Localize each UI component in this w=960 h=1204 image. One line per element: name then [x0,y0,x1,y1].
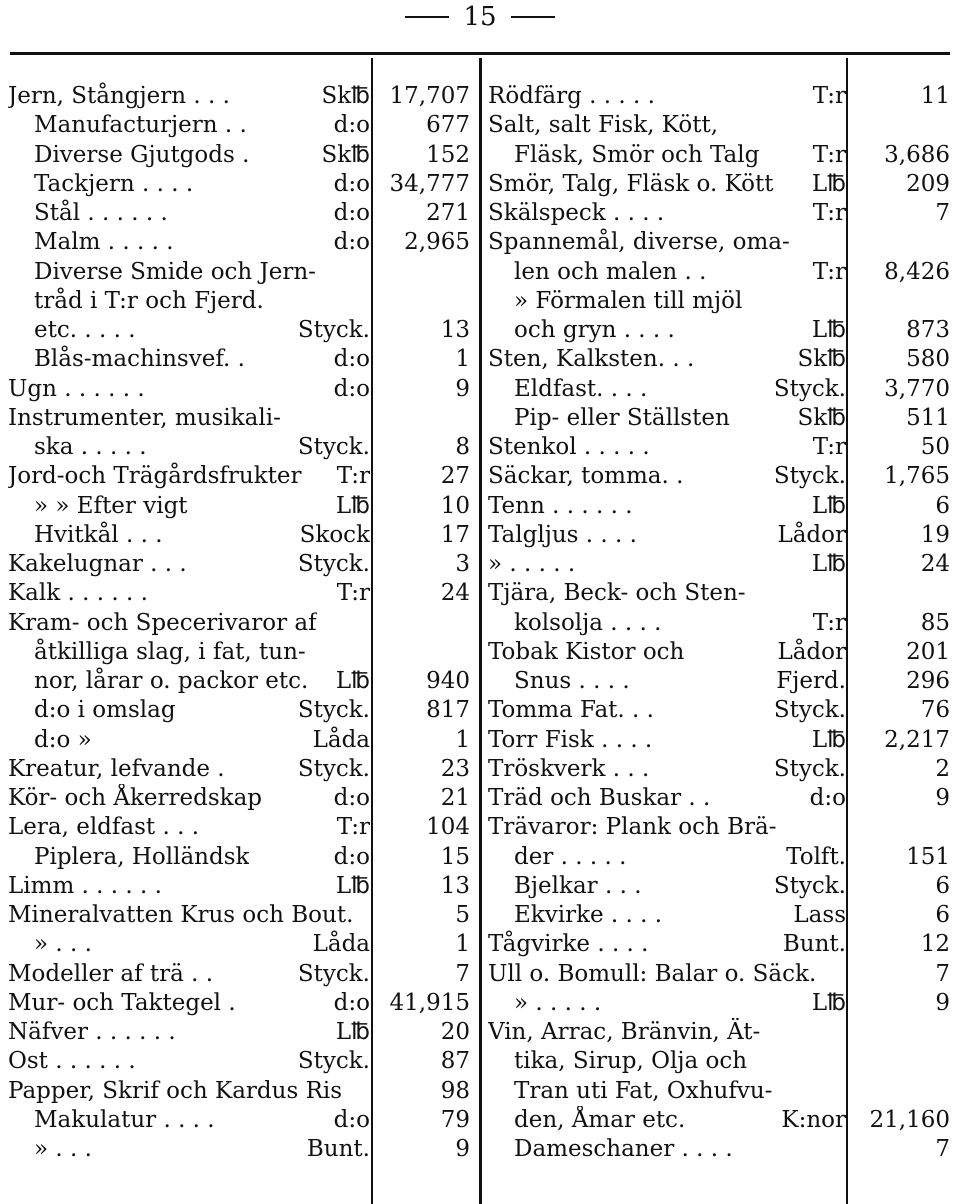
item-label: Piplera, Holländsk [34,843,250,870]
item-unit: T:r [336,463,370,490]
item-label: Tomma Fat. . . [488,697,654,724]
item-value: 2 [935,755,950,782]
item-label: Tackjern . . . . [34,170,194,197]
item-value [848,287,950,316]
item-unit: Styck. [297,317,370,343]
list-item [488,696,846,725]
divider-center [479,58,482,1204]
item-unit: d:o [809,785,846,811]
list-item [8,960,370,989]
item-unit: Styck. [773,755,846,782]
item-unit: L℔ [335,1019,370,1045]
item-value [848,1047,950,1076]
item-label: Hvitkål . . . [34,521,163,548]
item-unit: Styck. [773,375,846,402]
item-label: Talgljus . . . . [488,521,637,548]
list-item [488,258,846,287]
item-value [848,228,950,257]
list-item [488,872,846,901]
item-unit: d:o [333,112,370,139]
list-item [8,930,370,959]
list-item [488,609,846,638]
item-label: Lera, eldfast . . . [8,814,200,841]
item-unit: Skock [299,521,370,548]
item-value: 7 [935,200,950,226]
list-item [488,287,846,316]
item-value: 98 [440,1077,470,1104]
item-unit: L℔ [811,317,846,343]
list-item [8,111,370,140]
item-unit: T:r [812,609,846,636]
list-item [488,726,846,755]
item-value: 41,915 [389,989,470,1016]
list-item [488,345,846,374]
item-value [374,404,470,433]
item-label: Rödfärg . . . . . [488,83,655,109]
list-item [488,1018,846,1047]
item-label: Torr Fisk . . . . [488,726,653,753]
item-label: Smör, Talg, Fläsk o. Kött [488,170,774,197]
item-unit: Sk℔ [797,346,846,373]
page-number-header [0,2,960,32]
item-label: Näfver . . . . . . [8,1019,176,1045]
item-unit: Sk℔ [321,83,370,109]
item-unit: d:o [333,989,370,1016]
item-label: tråd i T:r och Fjerd. [34,287,264,314]
item-label: Bjelkar . . . [514,872,642,899]
list-item [8,638,370,667]
item-value: 2,217 [884,726,950,753]
item-unit: Styck. [297,1048,370,1075]
item-value: 271 [426,200,470,226]
item-unit: L℔ [811,170,846,197]
item-label: » . . . [34,931,92,958]
item-value: 87 [440,1048,470,1075]
item-unit: T:r [336,580,370,607]
item-unit: Styck. [773,697,846,724]
list-item [488,404,846,433]
item-value: 21 [440,785,470,811]
item-label: Manufacturjern . . [34,112,247,139]
list-item [8,404,370,433]
list-item [488,784,846,813]
item-value: 677 [426,112,470,139]
item-value: 23 [440,755,470,782]
list-item [8,287,370,316]
item-label: Makulatur . . . . [34,1106,215,1133]
item-value: 17,707 [389,83,470,109]
divider-left-items [371,58,373,1204]
list-item [488,462,846,491]
item-label: etc. . . . . [34,317,136,343]
item-unit: L℔ [811,989,846,1016]
item-value: 1 [455,931,470,958]
item-value [374,638,470,667]
list-item [8,1047,370,1076]
list-item [488,550,846,579]
list-item [8,755,370,784]
item-unit: L℔ [811,492,846,519]
item-label: d:o » [34,726,92,753]
item-label: Jord-och Trägårdsfrukter [8,463,302,490]
item-value: 296 [906,668,950,694]
list-item [8,872,370,901]
item-value: 873 [906,317,950,343]
right-items-column [488,82,846,1164]
item-value: 9 [935,785,950,811]
item-value: 104 [426,814,470,841]
item-unit: Lass [793,902,846,928]
list-item [488,1106,846,1135]
item-value: 1 [455,726,470,753]
list-item [8,550,370,579]
item-label: Modeller af trä . . [8,960,214,987]
list-item [488,375,846,404]
list-item [8,316,370,345]
item-label: len och malen . . [514,258,707,285]
left-values-column [374,82,470,1164]
item-label: Tågvirke . . . . [488,931,649,958]
list-item [8,170,370,199]
list-item [488,141,846,170]
item-value: 24 [440,580,470,607]
item-value: 24 [920,551,950,577]
list-item [488,755,846,784]
item-value: 17 [440,521,470,548]
list-item [8,345,370,374]
item-value [848,579,950,608]
item-unit: Lådor [777,521,846,548]
list-item [488,170,846,199]
item-unit: Styck. [297,551,370,577]
item-unit: T:r [336,814,370,841]
list-item [8,579,370,608]
item-value: 7 [935,1136,950,1162]
list-item [8,375,370,404]
list-item [488,960,846,989]
item-unit: Bunt. [306,1136,370,1162]
item-value: 9 [455,1136,470,1162]
item-value: 940 [426,668,470,694]
item-value: 5 [455,902,470,928]
list-item [8,228,370,257]
list-item [8,433,370,462]
item-label: Snus . . . . [514,668,630,694]
item-value: 13 [440,872,470,899]
item-label: Vin, Arrac, Bränvin, Ät- [488,1019,761,1045]
item-value: 1 [455,346,470,373]
list-item [8,609,370,638]
item-label: åtkilliga slag, i fat, tun- [34,638,306,665]
item-unit: Lådor [777,638,846,665]
list-item [8,199,370,228]
item-label: Kram- och Specerivaror af [8,609,317,636]
item-value: 34,777 [389,170,470,197]
item-unit: Låda [312,931,370,958]
list-item [488,843,846,872]
list-item [488,901,846,930]
item-value: 50 [920,434,950,460]
item-unit: d:o [333,200,370,226]
item-value [374,258,470,287]
list-item [8,989,370,1018]
item-value: 3,686 [884,141,950,168]
item-value: 1,765 [884,463,950,490]
list-item [8,1135,370,1164]
list-item [488,1047,846,1076]
item-label: der . . . . . [514,843,627,870]
list-item [8,813,370,842]
item-label: » . . . [34,1136,92,1162]
item-label: Dameschaner . . . . [514,1136,733,1162]
item-unit: d:o [333,785,370,811]
item-label: Blås-machinsvef. . [34,346,245,373]
list-item [488,667,846,696]
item-label: d:o i omslag [34,697,176,724]
item-label: ska . . . . . [34,434,147,460]
item-unit: T:r [812,200,846,226]
item-label: Tröskverk . . . [488,755,650,782]
item-value: 6 [935,902,950,928]
item-unit: L℔ [335,492,370,519]
item-label: och gryn . . . . [514,317,675,343]
item-unit: Styck. [297,434,370,460]
item-label: Instrumenter, musikali- [8,404,281,431]
item-value: 76 [920,697,950,724]
item-unit: T:r [812,83,846,109]
left-items-column [8,82,370,1164]
item-value: 511 [906,404,950,431]
item-label: Ekvirke . . . . [514,902,663,928]
item-value: 15 [440,843,470,870]
list-item [8,462,370,491]
item-value [848,111,950,140]
item-unit: L℔ [335,872,370,899]
item-label: Diverse Gjutgods . [34,141,250,168]
item-value: 209 [906,170,950,197]
item-unit: L℔ [811,551,846,577]
item-unit: L℔ [811,726,846,753]
item-label: Pip- eller Ställsten [514,404,730,431]
item-unit: Styck. [773,463,846,490]
item-label: Sten, Kalksten. . . [488,346,695,373]
item-value: 3,770 [884,375,950,402]
list-item [488,433,846,462]
item-value: 201 [906,638,950,665]
list-item [8,784,370,813]
list-item [488,1077,846,1106]
item-value [848,1018,950,1047]
item-label: Salt, salt Fisk, Kött, [488,112,718,139]
item-value: 3 [455,551,470,577]
list-item [488,1135,846,1164]
list-item [488,228,846,257]
item-label: Mineralvatten Krus och Bout. [8,902,354,928]
item-label: Stenkol . . . . . [488,434,650,460]
list-item [488,813,846,842]
item-label: Trävaror: Plank och Brä- [488,814,777,841]
list-item [8,726,370,755]
item-unit: Styck. [297,697,370,724]
item-label: Säckar, tomma. . [488,463,684,490]
item-value [374,287,470,316]
item-label: Ost . . . . . . [8,1048,136,1075]
item-value [374,609,470,638]
list-item [488,82,846,111]
item-value: 27 [440,463,470,490]
item-unit: d:o [333,843,370,870]
item-label: tika, Sirup, Olja och [514,1048,748,1075]
item-unit: Bunt. [782,931,846,958]
item-value: 152 [426,141,470,168]
list-item [8,696,370,725]
item-value: 20 [440,1019,470,1045]
item-label: Stål . . . . . . [34,200,168,226]
item-unit: Sk℔ [321,141,370,168]
item-label: Ull o. Bomull: Balar o. Säck. [488,960,817,987]
list-item [488,199,846,228]
item-unit: Styck. [297,960,370,987]
item-unit: d:o [333,229,370,256]
item-value: 85 [920,609,950,636]
item-label: Skälspeck . . . . [488,200,665,226]
item-value: 580 [906,346,950,373]
item-unit: d:o [333,1106,370,1133]
item-unit: T:r [812,141,846,168]
header-dash-right [511,16,555,18]
item-value: 12 [920,931,950,958]
item-label: Ugn . . . . . . [8,375,145,402]
item-label: Tran uti Fat, Oxhufvu- [514,1077,773,1104]
list-item [8,843,370,872]
item-unit: d:o [333,375,370,402]
item-value: 19 [920,521,950,548]
top-rule [10,52,950,55]
item-label: Kreatur, lefvande . [8,755,225,782]
item-label: Jern, Stångjern . . . [8,83,230,109]
item-unit: L℔ [335,668,370,694]
item-label: Mur- och Taktegel . [8,989,236,1016]
item-value: 79 [440,1106,470,1133]
item-label: Kakelugnar . . . [8,551,187,577]
item-value: 11 [920,83,950,109]
item-label: Träd och Buskar . . [488,785,711,811]
item-label: kolsolja . . . . [514,609,662,636]
item-label: Tjära, Beck- och Sten- [488,580,746,607]
list-item [488,111,846,140]
item-unit: Tolft. [786,843,846,870]
item-value: 21,160 [869,1106,950,1133]
item-label: Diverse Smide och Jern- [34,258,316,285]
item-value: 6 [935,872,950,899]
item-unit: Styck. [773,872,846,899]
list-item [8,521,370,550]
item-label: Kör- och Åkerredskap [8,785,262,811]
item-unit: Låda [312,726,370,753]
item-value: 151 [906,843,950,870]
item-value: 2,965 [404,229,470,256]
item-label: Fläsk, Smör och Talg [514,141,760,168]
list-item [8,667,370,696]
item-label: » . . . . . [488,551,576,577]
list-item [8,1077,370,1106]
item-value: 8,426 [884,258,950,285]
item-label: Kalk . . . . . . [8,580,148,607]
item-value: 9 [455,375,470,402]
list-item [8,1106,370,1135]
list-item [488,521,846,550]
item-label: » Förmalen till mjöl [514,287,743,314]
item-label: Tenn . . . . . . [488,492,633,519]
list-item [488,492,846,521]
item-value: 10 [440,492,470,519]
item-value [848,1077,950,1106]
item-unit: Sk℔ [797,404,846,431]
list-item [488,579,846,608]
item-label: Limm . . . . . . [8,872,162,899]
list-item [488,316,846,345]
item-value: 6 [935,492,950,519]
page-number: 15 [463,2,497,32]
item-label: Malm . . . . . [34,229,174,256]
list-item [8,901,370,930]
list-item [8,1018,370,1047]
list-item [488,638,846,667]
item-value: 9 [935,989,950,1016]
list-item [488,930,846,959]
item-unit: T:r [812,434,846,460]
right-values-column [848,82,950,1164]
item-value: 817 [426,697,470,724]
item-label: den, Åmar etc. [514,1106,686,1133]
item-value [848,813,950,842]
item-label: Eldfast. . . . [514,375,648,402]
list-item [8,258,370,287]
item-value: 13 [440,317,470,343]
item-unit: d:o [333,346,370,373]
item-label: Tobak Kistor och [488,638,685,665]
list-item [8,492,370,521]
item-unit: T:r [812,258,846,285]
item-label: nor, lårar o. packor etc. [34,668,309,694]
item-value: 7 [935,960,950,987]
item-label: » » Efter vigt [34,492,188,519]
item-unit: Fjerd. [776,668,846,694]
item-unit: Styck. [297,755,370,782]
list-item [488,989,846,1018]
item-unit: K:nor [781,1106,846,1133]
item-value: 8 [455,434,470,460]
item-label: Spannemål, diverse, oma- [488,229,790,256]
list-item [8,82,370,111]
item-value: 7 [455,960,470,987]
header-dash-left [405,16,449,18]
list-item [8,141,370,170]
item-label: » . . . . . [514,989,602,1016]
item-unit: d:o [333,170,370,197]
item-label: Papper, Skrif och Kardus Ris [8,1077,343,1104]
